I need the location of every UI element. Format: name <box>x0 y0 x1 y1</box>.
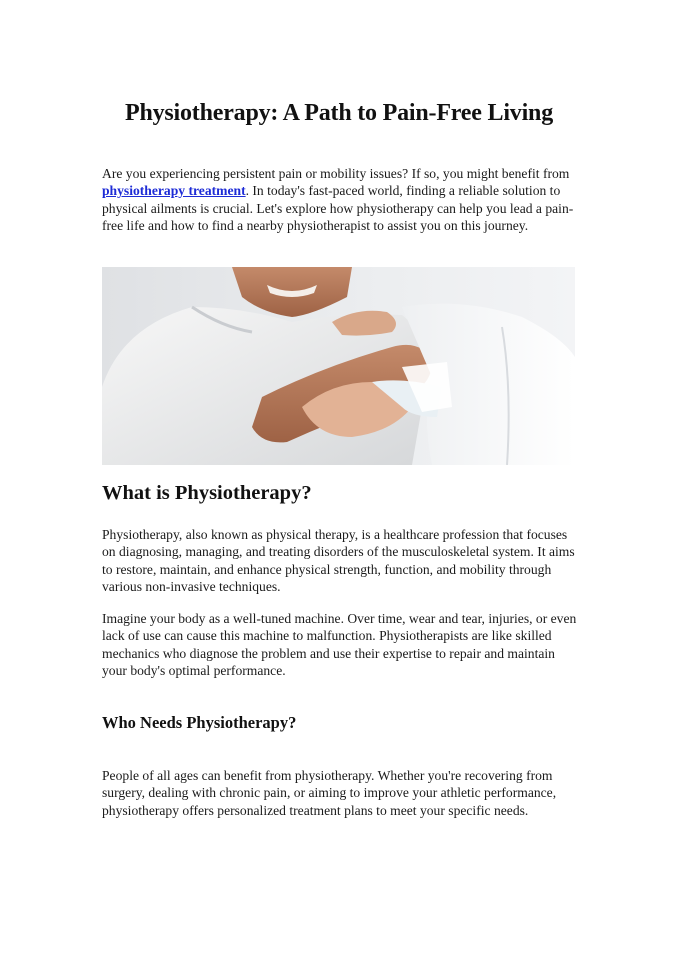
section1-paragraph-1: Physiotherapy, also known as physical therapy, is a healthcare profession that focuses on diagnosing, managing, and treating disorders of the musculoskeletal system. It aims to restore, maintain, and enhance physical strength, function, and mobility through various non-invasive techniques. <box>102 527 575 594</box>
section2-paragraph-1: People of all ages can benefit from physiotherapy. Whether you're recovering from surgery, dealing with chronic pain, or aiming to improve your athletic performance, physiotherapy offers personalized treatment plans to meet your specific needs. <box>102 768 557 818</box>
hero-image <box>102 267 575 465</box>
section1-paragraph-2: Imagine your body as a well-tuned machine. Over time, wear and tear, injuries, or even lack of use can cause this machine to malfunction. Physiotherapists are like skilled mechanics who diagnose the problem and use their expertise to repair and maintain your body's optimal performance. <box>102 611 577 678</box>
intro-text-start: Are you experiencing persistent pain or mobility issues? If so, you might benefit from <box>102 166 570 181</box>
section-heading-what-is: What is Physiotherapy? <box>102 482 312 504</box>
physiotherapy-photo-icon <box>102 267 575 465</box>
physiotherapy-treatment-link[interactable]: physiotherapy treatment <box>102 183 246 199</box>
intro-text-end: . In today's fast-paced world, finding a reliable solution to physical ailments is crucial. Let's explore how physiotherapy can help you lead a pain-free life and how to find a nearby physiotherapist to assist you on this journey. <box>102 183 574 233</box>
section-heading-who-needs: Who Needs Physiotherapy? <box>102 713 297 732</box>
page-title: Physiotherapy: A Path to Pain-Free Living <box>124 100 554 126</box>
intro-paragraph <box>102 165 578 234</box>
